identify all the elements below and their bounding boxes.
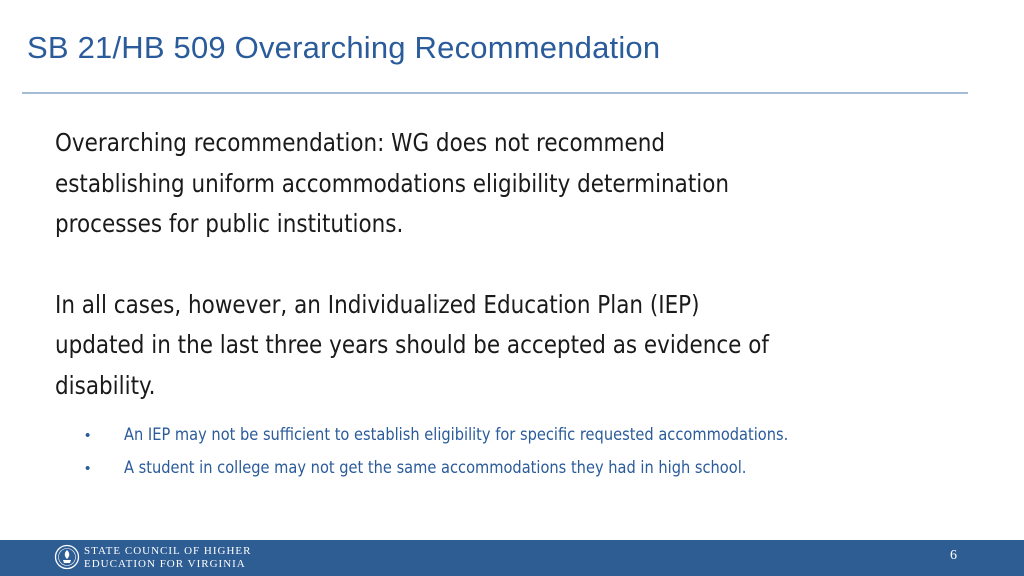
bullet-icon: • — [85, 427, 91, 444]
slide-content — [55, 123, 955, 478]
list-item — [55, 452, 955, 485]
paragraph-line: processes for public institutions. — [55, 209, 404, 238]
footer-bar — [0, 540, 1024, 576]
title-divider — [22, 92, 968, 94]
org-line-2: EDUCATION FOR VIRGINIA — [84, 558, 246, 570]
slide-title: SB 21/HB 509 Overarching Recommendation — [27, 30, 661, 65]
bullet-text: An IEP may not be sufficient to establish eligibility for specific requested accommodations. — [124, 425, 789, 445]
paragraph-line: updated in the last three years should be accepted as evidence of — [55, 330, 769, 359]
paragraph-line: In all cases, however, an Individualized Education Plan (IEP) — [55, 289, 700, 319]
list-item — [55, 419, 955, 452]
paragraph-line: establishing uniform accommodations eligibility determination — [55, 168, 730, 198]
paragraph-line: disability. — [55, 370, 156, 400]
schev-seal-icon — [54, 544, 80, 570]
bullet-list — [55, 419, 955, 485]
paragraph-line: Overarching recommendation: WG does not recommend — [55, 128, 666, 157]
bullet-text: A student in college may not get the same accommodations they had in high school. — [124, 458, 747, 478]
bullet-icon: • — [85, 460, 91, 477]
organization-name — [84, 545, 251, 571]
page-number: 6 — [950, 548, 957, 563]
paragraph-overarching-recommendation — [55, 123, 949, 245]
org-line-1: STATE COUNCIL OF HIGHER — [84, 545, 252, 557]
paragraph-iep-evidence — [55, 285, 949, 407]
